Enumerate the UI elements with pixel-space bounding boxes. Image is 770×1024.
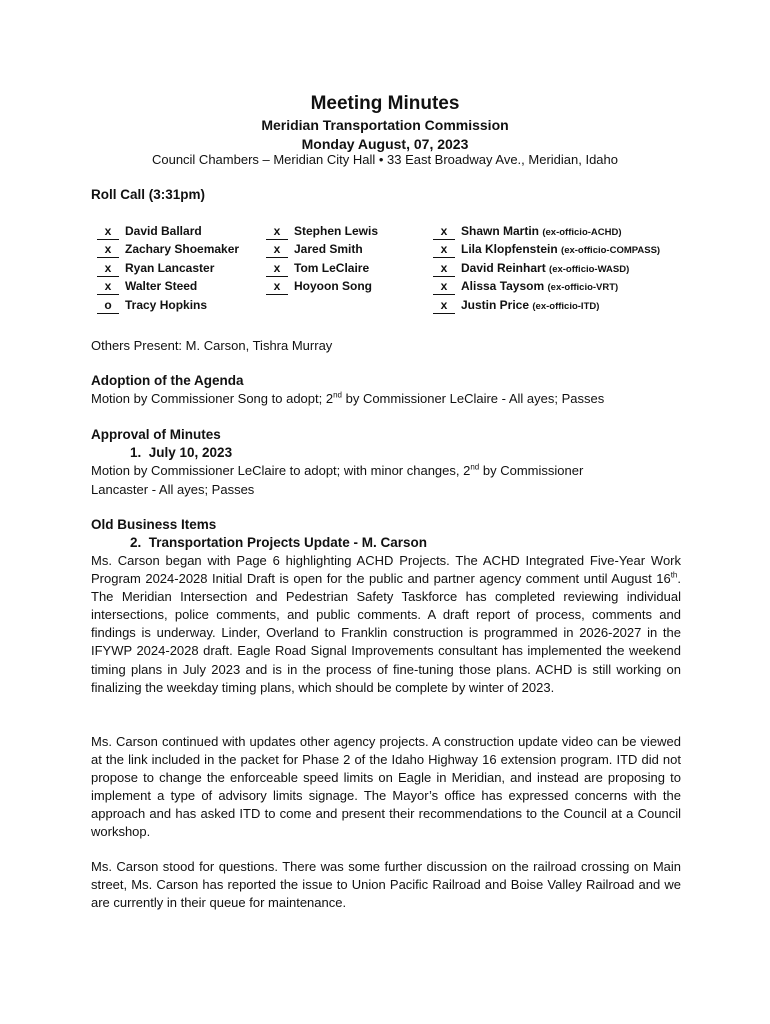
member-name: Lila Klopfenstein — [461, 242, 558, 256]
approval-motion: Motion by Commissioner LeClaire to adopt; with minor changes, 2nd by Commissioner — [91, 462, 584, 478]
attendance-mark: x — [433, 298, 455, 314]
member-name: Zachary Shoemaker — [125, 242, 240, 256]
attendance-mark: x — [266, 261, 288, 277]
member-name: Tracy Hopkins — [125, 298, 208, 312]
roll-call-entry — [97, 298, 207, 316]
meeting-date: Monday August, 07, 2023 — [301, 136, 469, 152]
member-name: Walter Steed — [125, 279, 198, 293]
member-affiliation: (ex-officio-ITD) — [532, 301, 600, 312]
attendance-mark: o — [97, 298, 119, 314]
roll-call-entry — [266, 279, 372, 297]
agenda-item-2: 2. Transportation Projects Update - M. Carson — [130, 535, 428, 550]
roll-call-entry — [266, 261, 369, 279]
attendance-mark: x — [433, 224, 455, 240]
attendance-mark: x — [433, 261, 455, 277]
adoption-motion: Motion by Commissioner Song to adopt; 2nd by Commissioner LeClaire - All ayes; Passes — [91, 390, 605, 406]
roll-call-entry — [97, 279, 197, 297]
roll-call-entry — [266, 224, 378, 242]
attendance-mark: x — [433, 242, 455, 258]
roll-call-entry — [266, 242, 363, 260]
meeting-location: Council Chambers – Meridian City Hall • 33 East Broadway Ave., Meridian, Idaho — [151, 152, 619, 167]
paragraph-1: Ms. Carson began with Page 6 highlighting ACHD Projects. The ACHD Integrated Five-Year Work Program 2024-2028 Initial Draft is open for the public and partner agency comment until August 16th. The Meridian Intersection and Pedestrian Safety Taskforce has completed reviewing individual intersections, police comments, and public comments. A draft report of process, comments and findings is underway. Linder, Overland to Franklin construction is programmed in 2026-2027 in the IFYWP 2024-2028 draft. Eagle Road Signal Improvements consultant has implemented the weekend timing plans in July 2023 and is in the process of fine-tuning those plans. ACHD is still working on finalizing the weekday timing plans, which should be complete by winter of 2023. — [91, 553, 681, 695]
member-name: Justin Price — [461, 298, 530, 312]
roll-call-entry — [97, 224, 202, 242]
document-title: Meeting Minutes — [310, 93, 460, 114]
adoption-heading: Adoption of the Agenda — [91, 373, 244, 388]
roll-call-entry — [97, 261, 214, 279]
roll-call-entry — [433, 298, 599, 316]
member-name: Jared Smith — [294, 242, 363, 256]
member-name: Hoyoon Song — [294, 279, 372, 293]
others-present: Others Present: M. Carson, Tishra Murray — [91, 338, 333, 353]
member-name: Shawn Martin — [461, 224, 540, 238]
approval-heading: Approval of Minutes — [91, 427, 221, 442]
attendance-mark: x — [266, 279, 288, 295]
attendance-mark: x — [97, 279, 119, 295]
member-name: Ryan Lancaster — [125, 261, 215, 275]
attendance-mark: x — [97, 224, 119, 240]
roll-call-entry — [433, 224, 622, 242]
attendance-mark: x — [266, 242, 288, 258]
attendance-mark: x — [266, 224, 288, 240]
roll-call-entry — [433, 261, 629, 279]
member-name: David Reinhart — [461, 261, 546, 275]
attendance-mark: x — [433, 279, 455, 295]
member-name: Tom LeClaire — [294, 261, 370, 275]
roll-call-entry — [433, 242, 660, 260]
paragraph-3: Ms. Carson stood for questions. There was some further discussion on the railroad crossing on Main street, Ms. Carson has reported the issue to Union Pacific Railroad and Boise Valley Railroad and we are currently in their queue for maintenance. — [91, 859, 681, 911]
roll-call-entry — [433, 279, 618, 297]
commission-name: Meridian Transportation Commission — [261, 117, 509, 133]
member-affiliation: (ex-officio-WASD) — [549, 264, 630, 275]
member-affiliation: (ex-officio-ACHD) — [542, 227, 622, 238]
member-affiliation: (ex-officio-VRT) — [547, 282, 619, 293]
attendance-mark: x — [97, 242, 119, 258]
agenda-item-1: 1. July 10, 2023 — [130, 445, 233, 460]
paragraph-2: Ms. Carson continued with updates other agency projects. A construction update video can be viewed at the link included in the packet for Phase 2 of the Idaho Highway 16 extension program. ITD did not propose to change the enforceable speed limits on Eagle in Meridian, and instead are proposing to implement a type of advisory limits signage. The Mayor’s office has expressed concerns with the approach and has asked ITD to come and present their recommendations to the Council at a Council workshop. — [91, 734, 681, 840]
roll-call-heading: Roll Call (3:31pm) — [91, 187, 206, 202]
member-affiliation: (ex-officio-COMPASS) — [561, 245, 661, 256]
roll-call-entry — [97, 242, 239, 260]
member-name: David Ballard — [125, 224, 202, 238]
attendance-mark: x — [97, 261, 119, 277]
approval-motion-line2: Lancaster - All ayes; Passes — [91, 482, 255, 497]
member-name: Alissa Taysom — [461, 279, 545, 293]
member-name: Stephen Lewis — [294, 224, 379, 238]
old-business-heading: Old Business Items — [91, 517, 217, 532]
